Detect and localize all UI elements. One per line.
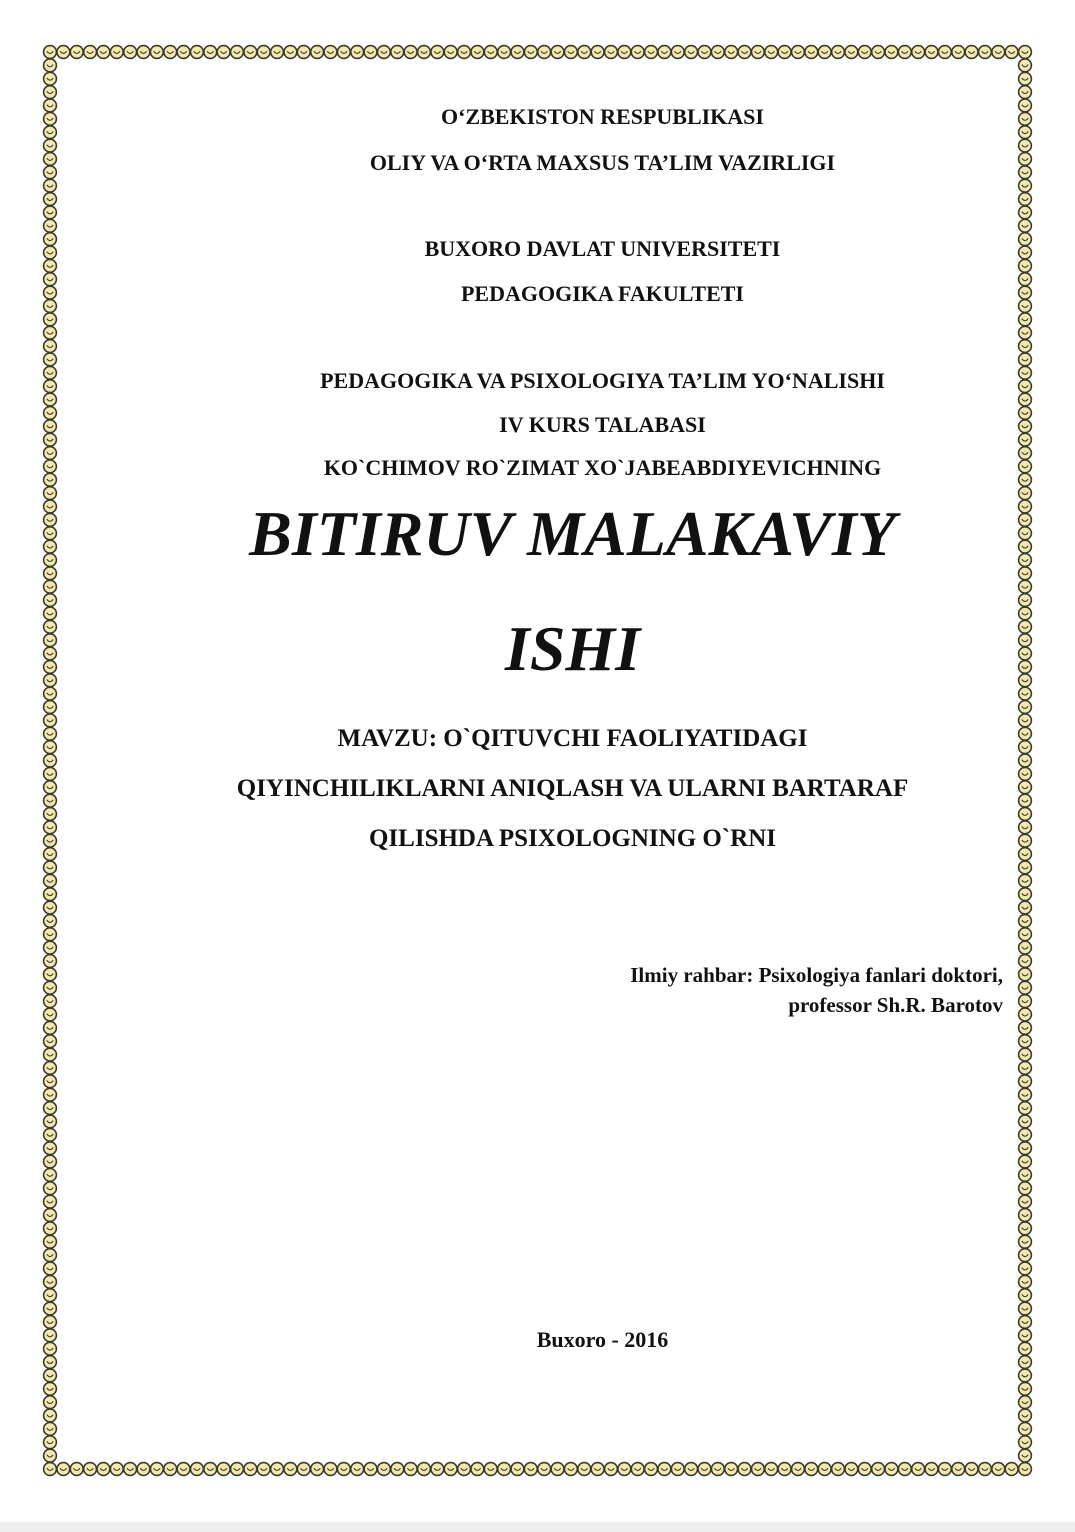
supervisor-line2: professor Sh.R. Barotov bbox=[788, 993, 1003, 1017]
topic-line1: MAVZU: O`QITUVCHI FAOLIYATIDAGI bbox=[337, 725, 808, 752]
topic-line2: QIYINCHILIKLARNI ANIQLASH VA ULARNI BARTARAF bbox=[236, 775, 909, 802]
supervisor-line1: Ilmiy rahbar: Psixologiya fanlari doktori, bbox=[630, 963, 1003, 987]
faculty-heading: PEDAGOGIKA FAKULTETI bbox=[460, 281, 744, 306]
city-year: Buxoro - 2016 bbox=[536, 1327, 669, 1352]
ministry-heading: OLIY VA O‘RTA MAXSUS TA’LIM VAZIRLIGI bbox=[369, 150, 836, 175]
university-heading: BUXORO DAVLAT UNIVERSITETI bbox=[424, 236, 781, 261]
page-bottom-strip bbox=[0, 1522, 1075, 1532]
study-direction: PEDAGOGIKA VA PSIXOLOGIYA TA’LIM YO‘NALISHI bbox=[320, 368, 885, 393]
work-title-line1: BITIRUV MALAKAVIY bbox=[249, 498, 896, 569]
student-name: KO`CHIMOV RO`ZIMAT XO`JABEABDIYEVICHNING bbox=[323, 455, 882, 480]
topic-line3: QILISHDA PSIXOLOGNING O`RNI bbox=[368, 825, 777, 852]
republic-heading: O‘ZBEKISTON RESPUBLIKASI bbox=[441, 104, 764, 129]
work-title-line2: ISHI bbox=[504, 613, 641, 684]
course-label: IV KURS TALABASI bbox=[499, 412, 706, 437]
